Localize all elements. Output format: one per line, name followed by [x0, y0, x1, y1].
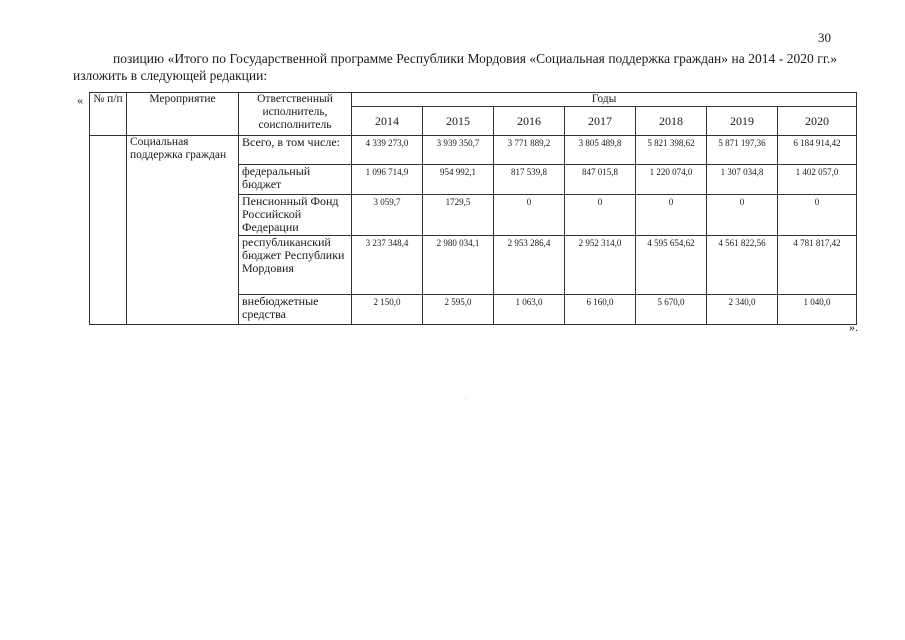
value-cell: 3 059,7 — [352, 195, 423, 236]
value-cell: 2 595,0 — [423, 295, 494, 325]
executor-extrabudgetary: внебюджетные средства — [239, 295, 352, 325]
year-2020: 2020 — [778, 107, 857, 136]
executor-federal: федеральный бюджет — [239, 165, 352, 195]
intro-paragraph — [73, 50, 837, 84]
year-2018: 2018 — [636, 107, 707, 136]
value-cell: 0 — [565, 195, 636, 236]
header-years-group: Годы — [352, 93, 857, 107]
value-cell: 5 871 197,36 — [707, 136, 778, 165]
value-cell: 0 — [636, 195, 707, 236]
value-cell: 4 595 654,62 — [636, 236, 707, 295]
header-number: № п/п — [90, 93, 127, 136]
value-cell: 3 805 489,8 — [565, 136, 636, 165]
value-cell: 817 539,8 — [494, 165, 565, 195]
value-cell: 6 160,0 — [565, 295, 636, 325]
value-cell: 3 939 350,7 — [423, 136, 494, 165]
value-cell: 2 150,0 — [352, 295, 423, 325]
open-quote: « — [77, 93, 83, 107]
intro-text: позицию «Итого по Государственной программе Республики Мордовия «Социальная поддержка граждан» на 2014 - 2020 гг.» изложить в следующей редакции: — [73, 51, 837, 83]
value-cell: 4 339 273,0 — [352, 136, 423, 165]
value-cell: 1 096 714,9 — [352, 165, 423, 195]
value-cell: 954 992,1 — [423, 165, 494, 195]
year-2019: 2019 — [707, 107, 778, 136]
value-cell: 5 821 398,62 — [636, 136, 707, 165]
value-cell: 3 771 889,2 — [494, 136, 565, 165]
row-number-cell — [90, 136, 127, 325]
year-2015: 2015 — [423, 107, 494, 136]
value-cell: 2 953 286,4 — [494, 236, 565, 295]
header-event: Мероприятие — [127, 93, 239, 136]
event-name: Социальная поддержка граждан — [127, 136, 239, 325]
executor-pension-fund: Пенсионный Фонд Российской Федерации — [239, 195, 352, 236]
value-cell: 1 220 074,0 — [636, 165, 707, 195]
close-quote: ». — [849, 320, 858, 334]
year-2017: 2017 — [565, 107, 636, 136]
value-cell: 1 063,0 — [494, 295, 565, 325]
value-cell: 4 781 817,42 — [778, 236, 857, 295]
value-cell: 1729,5 — [423, 195, 494, 236]
scan-speck — [465, 398, 466, 399]
value-cell: 1 307 034,8 — [707, 165, 778, 195]
executor-republican: республиканский бюджет Республики Мордовия — [239, 236, 352, 295]
table-row-total — [90, 136, 857, 165]
value-cell: 2 340,0 — [707, 295, 778, 325]
value-cell: 2 980 034,1 — [423, 236, 494, 295]
page-number: 30 — [818, 30, 831, 45]
value-cell: 1 040,0 — [778, 295, 857, 325]
value-cell: 6 184 914,42 — [778, 136, 857, 165]
year-2016: 2016 — [494, 107, 565, 136]
value-cell: 0 — [707, 195, 778, 236]
executor-total: Всего, в том числе: — [239, 136, 352, 165]
value-cell: 0 — [778, 195, 857, 236]
header-row-top — [90, 93, 857, 107]
value-cell: 2 952 314,0 — [565, 236, 636, 295]
value-cell: 4 561 822,56 — [707, 236, 778, 295]
value-cell: 0 — [494, 195, 565, 236]
value-cell: 1 402 057,0 — [778, 165, 857, 195]
value-cell: 5 670,0 — [636, 295, 707, 325]
value-cell: 847 015,8 — [565, 165, 636, 195]
header-executor: Ответственный исполнитель, соисполнитель — [239, 93, 352, 136]
budget-table — [89, 92, 857, 325]
year-2014: 2014 — [352, 107, 423, 136]
value-cell: 3 237 348,4 — [352, 236, 423, 295]
